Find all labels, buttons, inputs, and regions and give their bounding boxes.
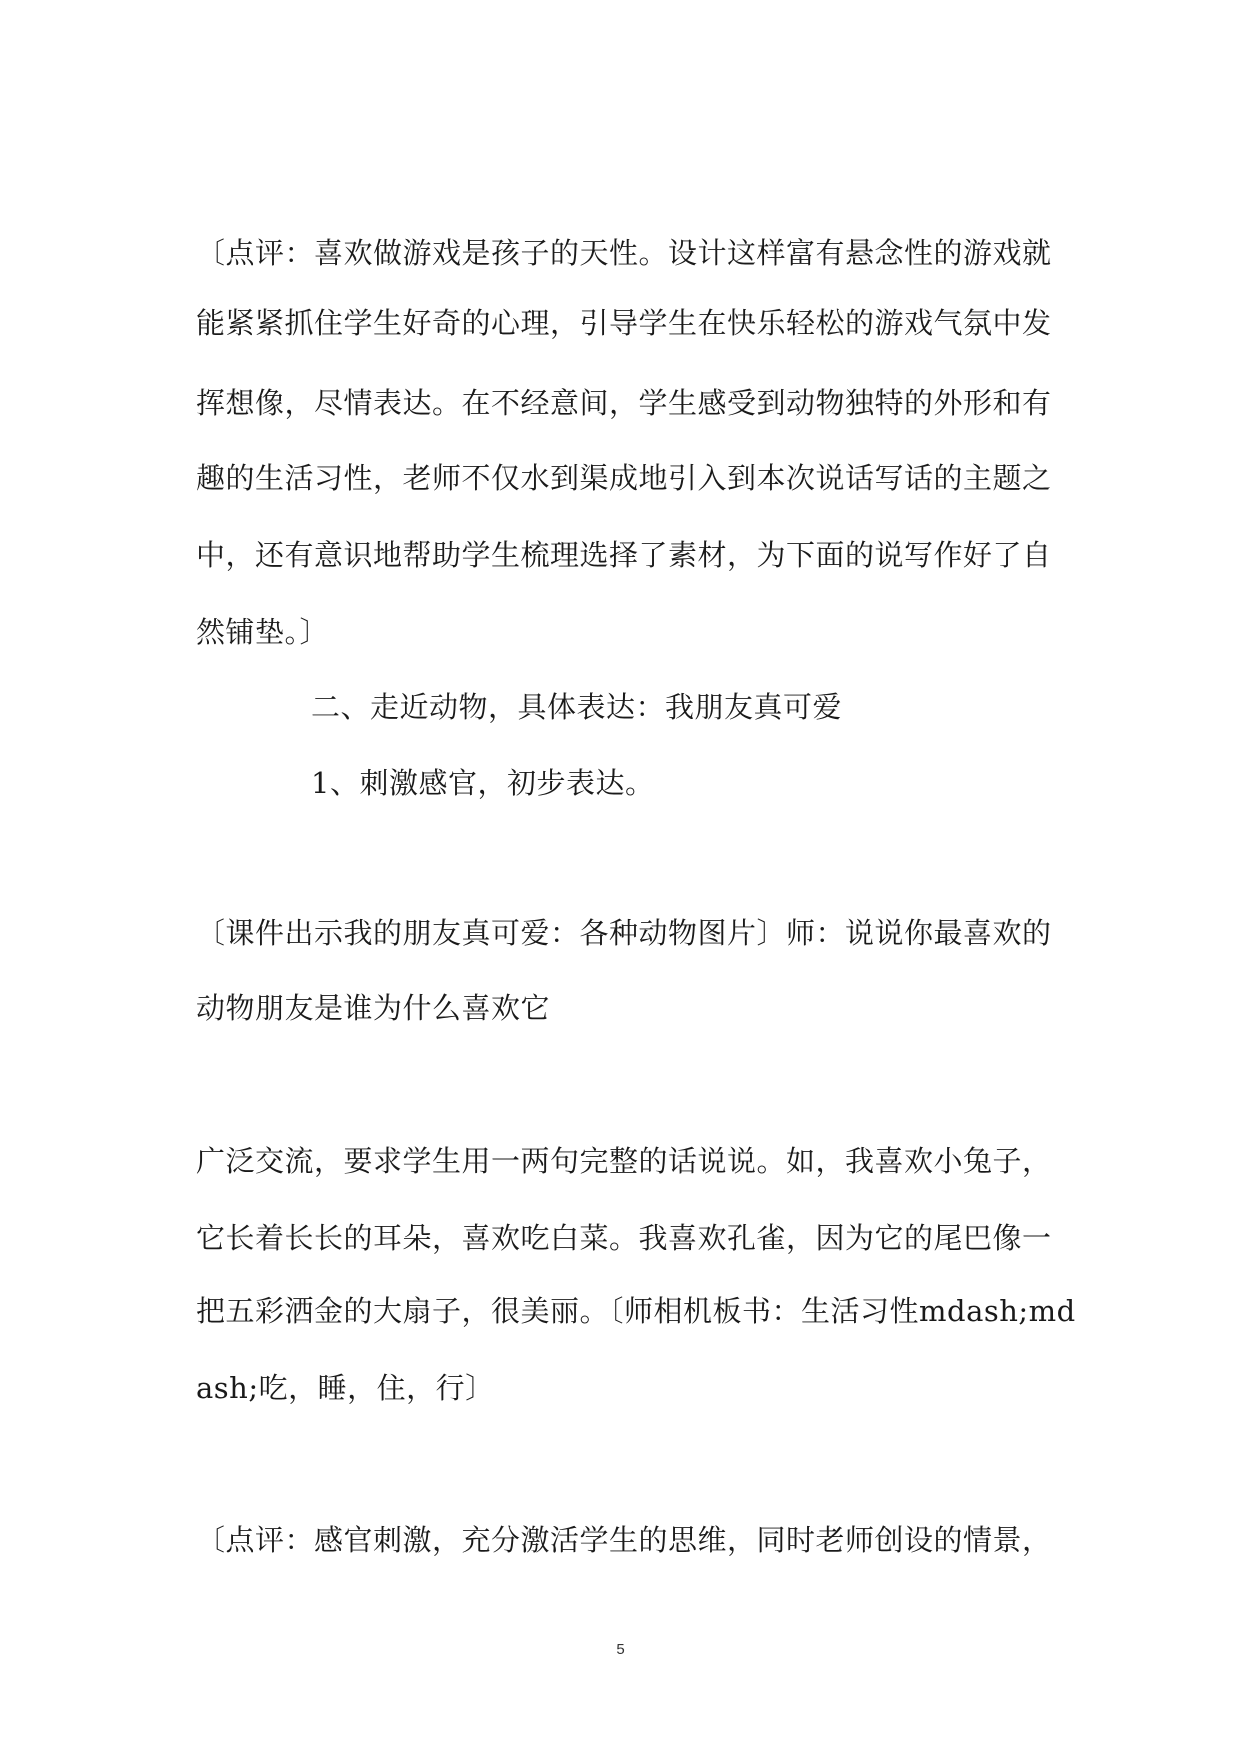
paragraph-line: 趣的生活习性，老师不仅水到渠成地引入到本次说话写话的主题之 [196, 461, 1052, 495]
paragraph-line: 〔课件出示我的朋友真可爱：各种动物图片〕师：说说你最喜欢的 [196, 916, 1052, 950]
page-number: 5 [616, 1641, 625, 1658]
paragraph-line: 然铺垫。〕 [196, 615, 330, 649]
paragraph-line: 广泛交流，要求学生用一两句完整的话说说。如，我喜欢小兔子， [196, 1144, 1052, 1178]
subsection-heading: 1、刺激感官，初步表达。 [311, 766, 655, 800]
paragraph-line: 把五彩洒金的大扇子，很美丽。〔师相机板书：生活习性mdash;md [196, 1294, 1076, 1328]
paragraph-line: 它长着长长的耳朵，喜欢吃白菜。我喜欢孔雀，因为它的尾巴像一 [196, 1221, 1052, 1255]
paragraph-line: 动物朋友是谁为什么喜欢它 [196, 991, 551, 1025]
paragraph-line: 挥想像，尽情表达。在不经意间，学生感受到动物独特的外形和有 [196, 386, 1052, 420]
paragraph-line: 能紧紧抓住学生好奇的心理，引导学生在快乐轻松的游戏气氛中发 [196, 306, 1052, 340]
paragraph-line: 中，还有意识地帮助学生梳理选择了素材，为下面的说写作好了自 [196, 538, 1052, 572]
paragraph-line: 〔点评：感官刺激，充分激活学生的思维，同时老师创设的情景， [196, 1523, 1052, 1557]
paragraph-line: ash;吃，睡，住，行〕 [196, 1371, 495, 1405]
section-heading: 二、走近动物，具体表达：我朋友真可爱 [311, 690, 843, 724]
paragraph-line: 〔点评：喜欢做游戏是孩子的天性。设计这样富有悬念性的游戏就 [196, 236, 1052, 270]
